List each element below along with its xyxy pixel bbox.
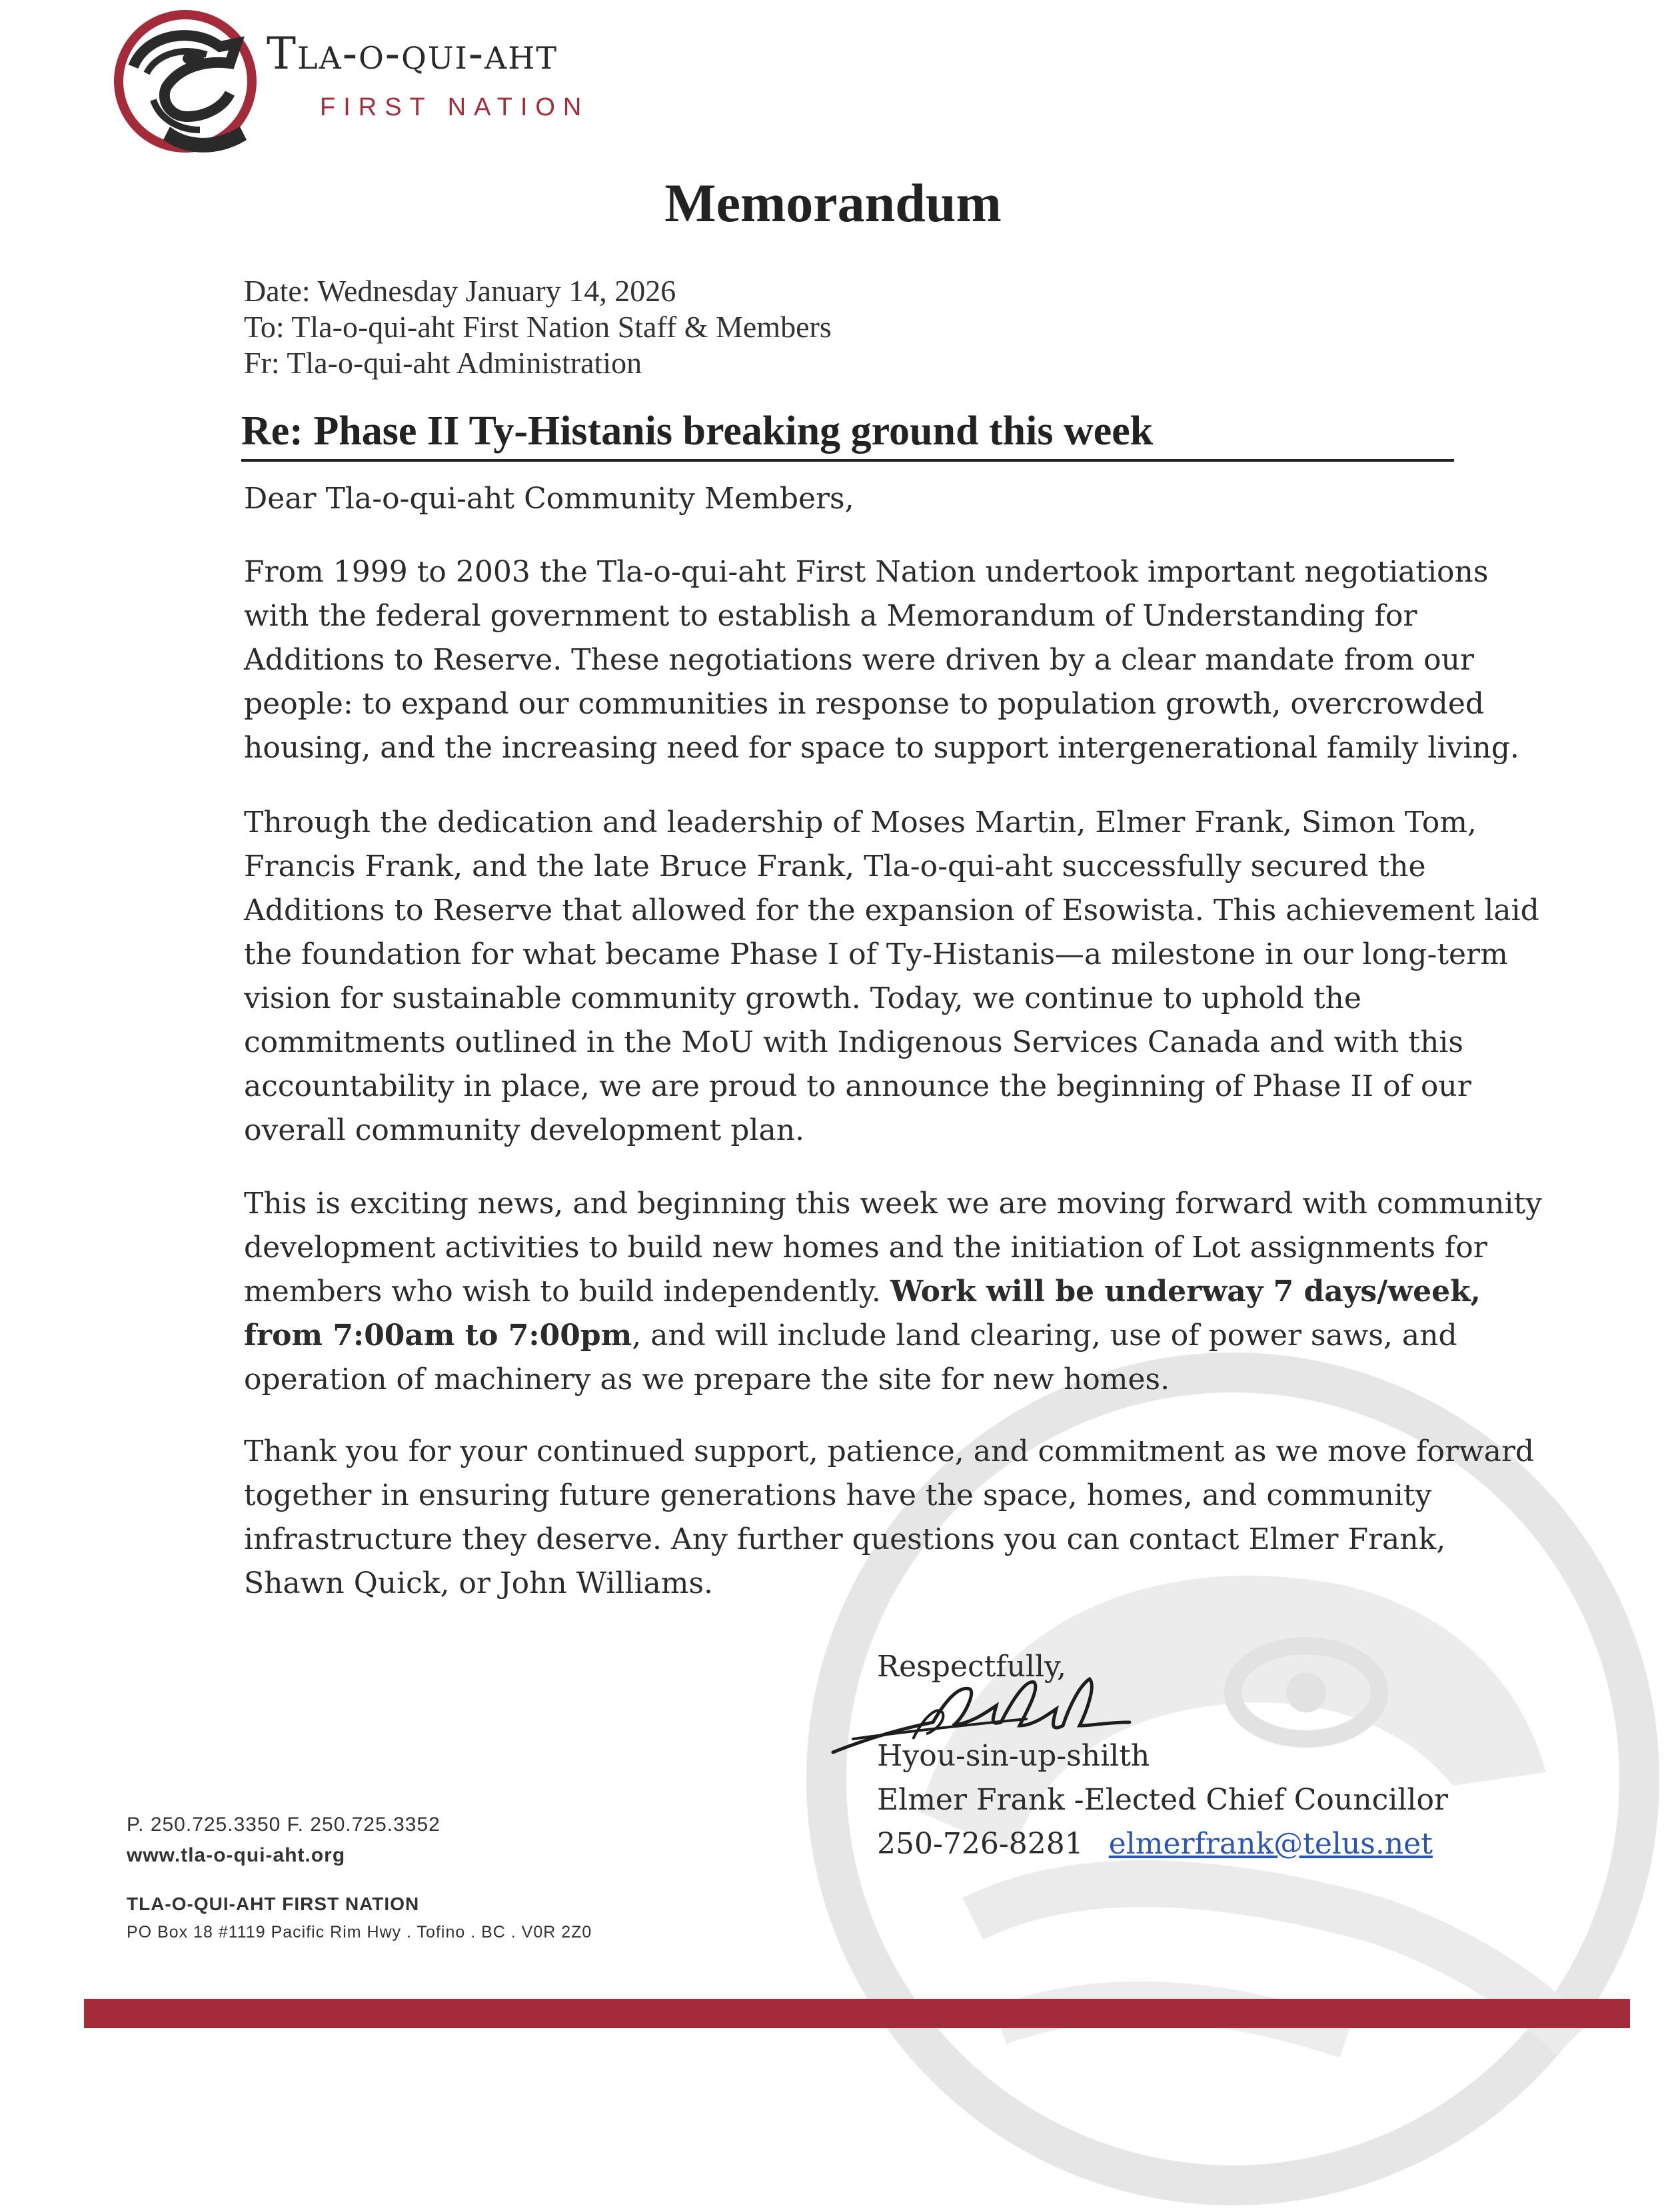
org-name: Tla-o-qui-aht — [267, 28, 558, 79]
closing: Respectfully, — [877, 1650, 1067, 1684]
para4-line: infrastructure they deserve. Any further questions you can contact Elmer Frank, — [244, 1522, 1446, 1556]
work-hours-emphasis: from 7:00am to 7:00pm — [244, 1319, 632, 1353]
para3-text: , and will include land clearing, use of power saws, and — [632, 1319, 1457, 1353]
paragraph-4 — [244, 1430, 1535, 1606]
para4-line: together in ensuring future generations have the space, homes, and community — [244, 1478, 1432, 1512]
para4-line: Thank you for your continued support, patience, and commitment as we move forward — [244, 1434, 1535, 1468]
memo-date: Date: Wednesday January 14, 2026 — [244, 274, 676, 308]
para2-line: overall community development plan. — [244, 1113, 805, 1147]
work-hours-emphasis: Work will be underway 7 days/week, — [890, 1275, 1481, 1309]
memo-subject: Re: Phase II Ty-Histanis breaking ground this week — [241, 408, 1454, 462]
para2-line: Through the dedication and leadership of Moses Martin, Elmer Frank, Simon Tom, — [244, 806, 1477, 839]
para3-line: development activities to build new homes and the initiation of Lot assignments for — [244, 1231, 1487, 1265]
para2-line: commitments outlined in the MoU with Indigenous Services Canada and with this — [244, 1025, 1463, 1059]
para1-line: Additions to Reserve. These negotiations were driven by a clear mandate from our — [244, 643, 1474, 677]
footer-bar — [84, 1999, 1630, 2028]
signatory-phone: 250-726-8281 — [877, 1827, 1084, 1861]
signatory-contact — [877, 1827, 1433, 1861]
tla-o-qui-aht-logo-icon — [107, 7, 260, 160]
footer-address: PO Box 18 #1119 Pacific Rim Hwy . Tofino . BC . V0R 2Z0 — [127, 1923, 592, 1941]
para3-line — [244, 1270, 1497, 1314]
memo-from: Fr: Tla-o-qui-aht Administration — [244, 346, 642, 380]
para1-line: housing, and the increasing need for space to support intergenerational family living. — [244, 731, 1519, 765]
para3-line — [244, 1314, 1497, 1358]
salutation: Dear Tla-o-qui-aht Community Members, — [244, 482, 854, 516]
para2-line: accountability in place, we are proud to announce the beginning of Phase II of our — [244, 1069, 1471, 1103]
org-subtitle: FIRST NATION — [320, 93, 590, 121]
paragraph-1 — [244, 550, 1519, 770]
para1-line: From 1999 to 2003 the Tla-o-qui-aht First Nation undertook important negotiations — [244, 555, 1489, 589]
signatory-name: Hyou-sin-up-shilth — [877, 1739, 1150, 1773]
para2-line: Francis Frank, and the late Bruce Frank, Tla-o-qui-aht successfully secured the — [244, 849, 1426, 883]
para3-line: This is exciting news, and beginning this week we are moving forward with community — [244, 1187, 1542, 1221]
signatory-title: Elmer Frank -Elected Chief Councillor — [877, 1783, 1448, 1817]
para2-line: the foundation for what became Phase I of Ty-Histanis—a milestone in our long-term — [244, 937, 1508, 971]
footer-org-name: TLA-O-QUI-AHT FIRST NATION — [127, 1894, 420, 1914]
memo-to: To: Tla-o-qui-aht First Nation Staff & Members — [244, 310, 832, 344]
footer-phone-fax: P. 250.725.3350 F. 250.725.3352 — [127, 1814, 440, 1836]
para3-text: members who wish to build independently. — [244, 1275, 890, 1309]
para1-line: with the federal government to establish a Memorandum of Understanding for — [244, 599, 1417, 633]
para4-line: Shawn Quick, or John Williams. — [244, 1566, 714, 1600]
footer-website-link[interactable]: www.tla-o-qui-aht.org — [127, 1844, 346, 1866]
email-link[interactable]: elmerfrank@telus.net — [1108, 1827, 1433, 1861]
para2-line: Additions to Reserve that allowed for the expansion of Esowista. This achievement laid — [244, 893, 1539, 927]
paragraph-3 — [244, 1182, 1542, 1402]
para3-line: operation of machinery as we prepare the site for new homes. — [244, 1363, 1170, 1396]
paragraph-2 — [244, 801, 1539, 1153]
para2-line: vision for sustainable community growth. Today, we continue to uphold the — [244, 981, 1361, 1015]
memo-title: Memorandum — [664, 173, 1002, 233]
para1-line: people: to expand our communities in response to population growth, overcrowded — [244, 687, 1485, 721]
